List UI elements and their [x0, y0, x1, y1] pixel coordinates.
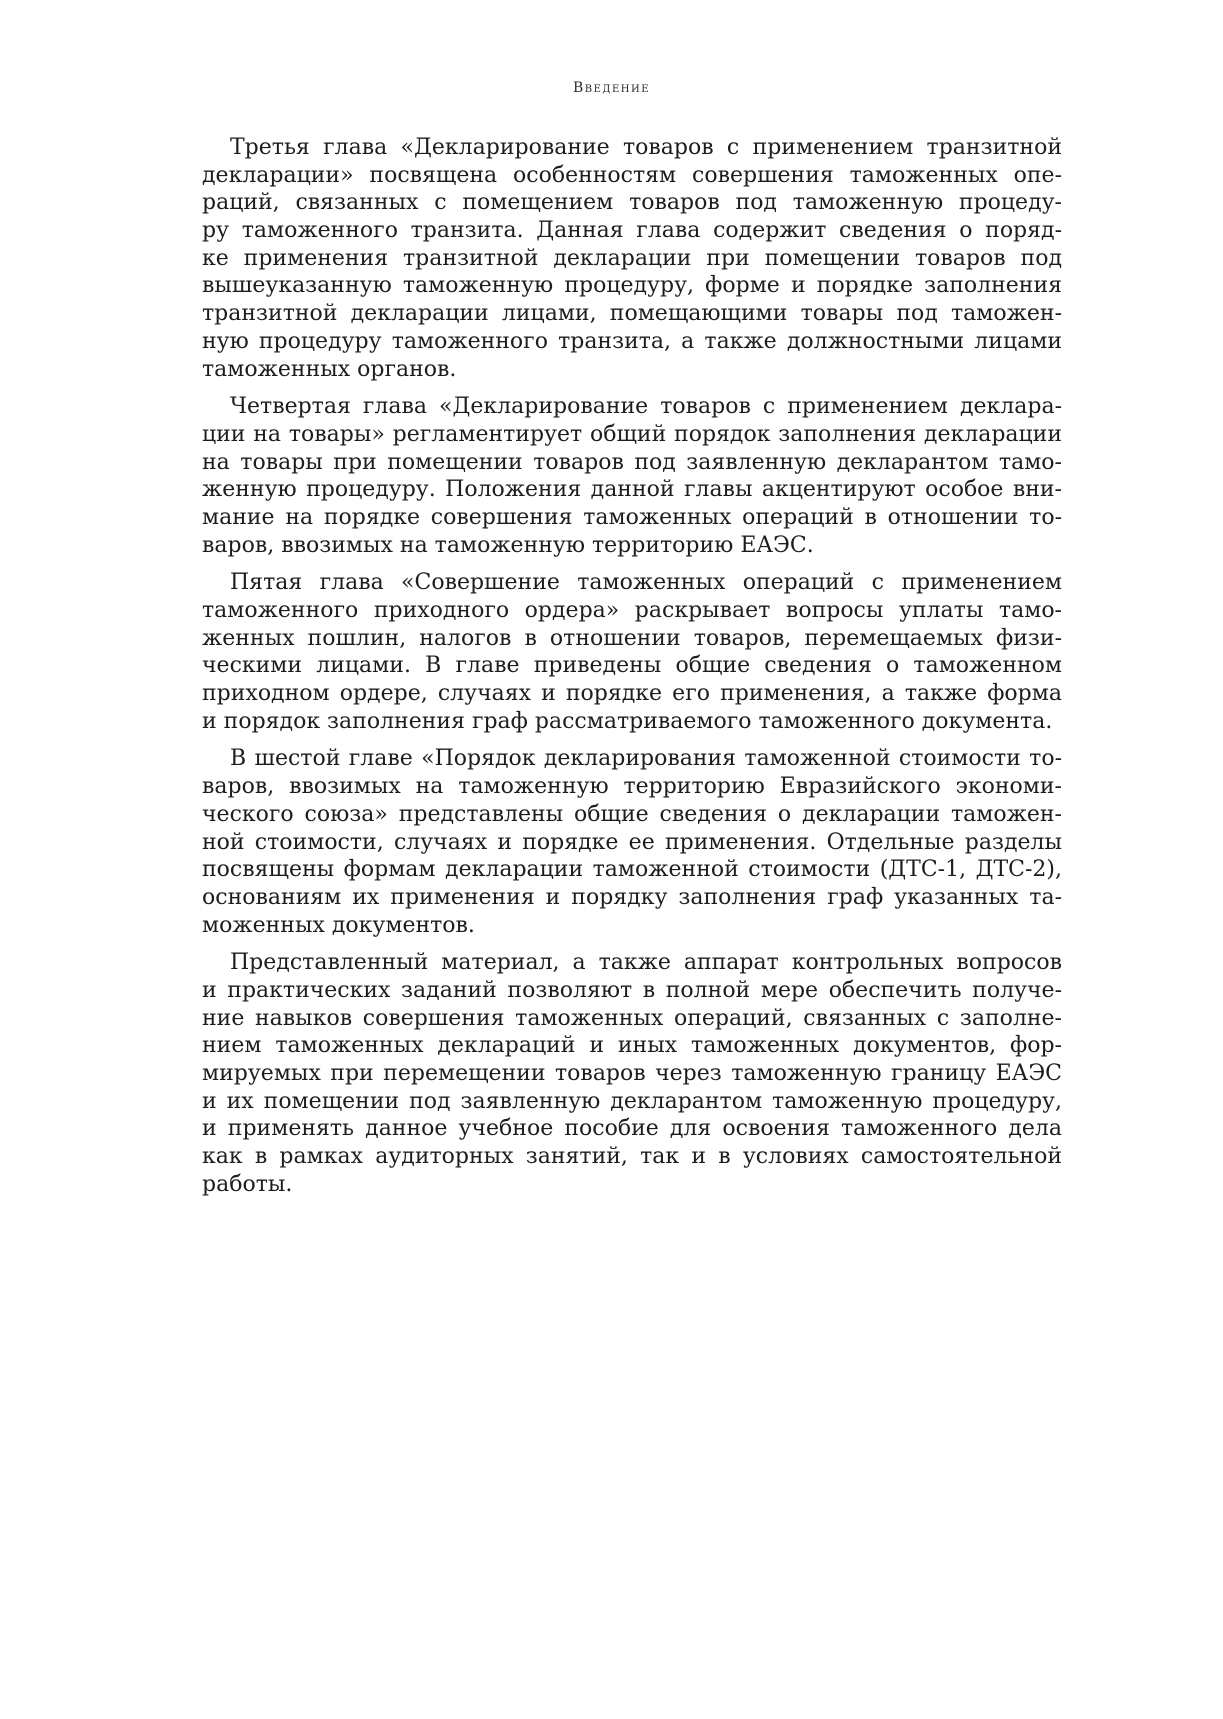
body-text — [202, 134, 1062, 1208]
text-line: декларации» посвящена особенностям совершения таможенных опе- — [202, 162, 1062, 188]
text-line: таможенного приходного ордера» раскрывает вопросы уплаты тамо- — [202, 598, 1062, 623]
paragraph — [202, 745, 1062, 939]
text-line: Четвертая глава «Декларирование товаров с применением деклара- — [230, 394, 1062, 420]
text-line: мание на порядке совершения таможенных операций в отношении то- — [202, 504, 1062, 530]
text-line: ние навыков совершения таможенных операций, связанных с заполне- — [202, 1005, 1062, 1031]
text-line: таможенных органов. — [202, 356, 457, 382]
text-line: ной стоимости, случаях и порядке ее применения. Отдельные разделы — [202, 829, 1062, 855]
text-line: транзитной декларации лицами, помещающими товары под таможен- — [202, 301, 1062, 327]
text-line: и практических заданий позволяют в полной мере обеспечить получе- — [202, 977, 1062, 1003]
running-header: Введение — [572, 80, 651, 96]
text-line: варов, ввозимых на таможенную территорию ЕАЭС. — [202, 532, 814, 558]
text-line: В шестой главе «Порядок декларирования таможенной стоимости то- — [230, 746, 1062, 772]
text-line: ции на товары» регламентирует общий порядок заполнения декларации — [202, 421, 1062, 447]
text-line: посвящены формам декларации таможенной стоимости (ДТС-1, ДТС-2), — [202, 857, 1062, 883]
text-line: приходном ордере, случаях и порядке его применения, а также форма — [202, 681, 1062, 707]
text-line: женных пошлин, налогов в отношении товаров, перемещаемых физи- — [202, 625, 1062, 651]
text-line: и порядок заполнения граф рассматриваемого таможенного документа. — [202, 708, 1053, 734]
text-line: Третья глава «Декларирование товаров с применением транзитной — [230, 135, 1062, 160]
text-line: и применять данное учебное пособие для освоения таможенного дела — [202, 1116, 1062, 1142]
text-line: на товары при помещении товаров под заявленную декларантом тамо- — [202, 449, 1062, 475]
text-line: варов, ввозимых на таможенную территорию Евразийского экономи- — [202, 774, 1062, 800]
paragraph — [202, 569, 1062, 735]
text-line: женную процедуру. Положения данной главы акцентируют особое вни- — [202, 477, 1062, 503]
paragraph — [202, 949, 1062, 1198]
text-line: мируемых при перемещении товаров через таможенную границу ЕАЭС — [202, 1061, 1062, 1086]
text-line: вышеуказанную таможенную процедуру, форме и порядке заполнения — [202, 273, 1062, 299]
text-line: нием таможенных деклараций и иных таможенных документов, фор- — [202, 1033, 1062, 1059]
text-line: Пятая глава «Совершение таможенных операций с применением — [230, 570, 1062, 596]
paragraph — [202, 393, 1062, 559]
text-line: ке применения транзитной декларации при помещении товаров под — [202, 245, 1062, 271]
paragraph — [202, 134, 1062, 383]
text-line: ческими лицами. В главе приведены общие сведения о таможенном — [202, 653, 1062, 679]
text-line: ную процедуру таможенного транзита, а также должностными лицами — [202, 328, 1062, 354]
text-line: основаниям их применения и порядку заполнения граф указанных та- — [202, 884, 1062, 910]
text-line: ру таможенного транзита. Данная глава содержит сведения о поряд- — [202, 218, 1062, 244]
text-line: работы. — [202, 1171, 293, 1197]
text-line: и их помещении под заявленную декларантом таможенную процедуру, — [202, 1088, 1062, 1114]
text-line: моженных документов. — [202, 912, 475, 938]
text-line: Представленный материал, а также аппарат контрольных вопросов — [230, 950, 1062, 976]
text-line: ческого союза» представлены общие сведения о декларации таможен- — [202, 801, 1062, 827]
text-line: раций, связанных с помещением товаров под таможенную процеду- — [202, 190, 1062, 216]
text-line: как в рамках аудиторных занятий, так и в условиях самостоятельной — [202, 1144, 1062, 1170]
